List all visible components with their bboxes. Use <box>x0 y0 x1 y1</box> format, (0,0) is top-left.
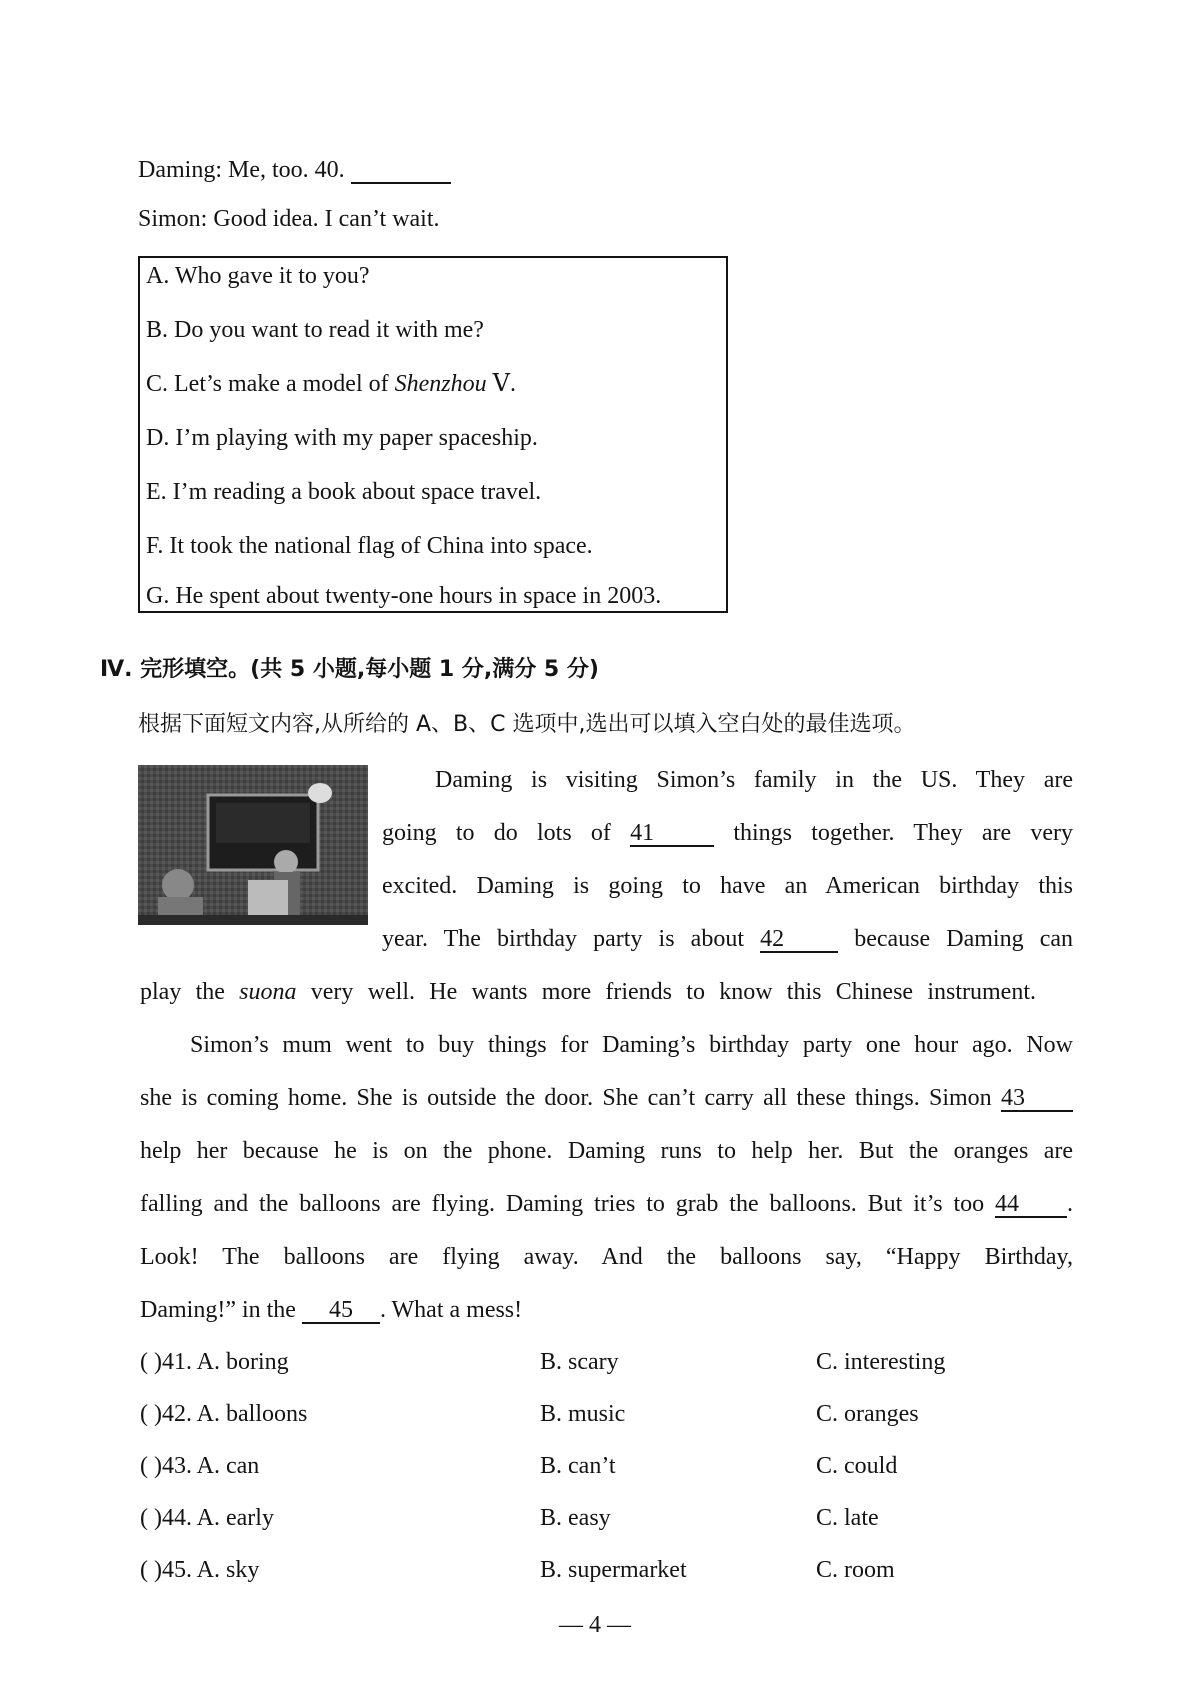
dialogue-text-daming: Me, too. 40. <box>228 157 345 183</box>
choice-b: B. scary <box>540 1349 619 1375</box>
option-c-suffix: Ⅴ. <box>486 371 516 397</box>
choice-c: C. interesting <box>816 1349 946 1375</box>
option-b: B. Do you want to read it with me? <box>146 317 484 343</box>
option-g: G. He spent about twenty-one hours in space in 2003. <box>146 583 662 609</box>
option-e: E. I’m reading a book about space travel. <box>146 479 542 505</box>
section-heading: Ⅳ. 完形填空。(共 5 小题,每小题 1 分,满分 5 分) <box>100 657 599 682</box>
option-c-italic: Shenzhou <box>394 371 487 397</box>
question-stem: ( )44. A. early <box>140 1505 274 1531</box>
passage-text: she is coming home. She is outside the door. She can’t carry all these things. Simon <box>140 1085 992 1111</box>
passage-line-4 <box>382 924 1073 954</box>
question-stem: ( )42. A. balloons <box>140 1401 308 1427</box>
passage-text: Daming!” in the <box>140 1297 296 1323</box>
passage-line-8: help her because he is on the phone. Daming runs to help her. But the oranges are <box>140 1138 1073 1164</box>
passage-text: . What a mess! <box>379 1297 523 1323</box>
passage-text: because Daming can <box>854 926 1074 952</box>
dialogue-text-simon: Good idea. I can’t wait. <box>213 206 440 232</box>
question-stem: ( )45. A. sky <box>140 1557 260 1583</box>
choice-b: B. music <box>540 1401 626 1427</box>
option-c <box>146 369 516 399</box>
passage-text: play the <box>140 979 225 1005</box>
choice-b: B. easy <box>540 1505 611 1531</box>
choice-c: C. could <box>816 1453 898 1479</box>
story-illustration <box>138 765 368 925</box>
passage-text: falling and the balloons are flying. Daming tries to grab the balloons. But it’s too <box>140 1191 985 1217</box>
option-f: F. It took the national flag of China into space. <box>146 533 593 559</box>
choice-c: C. room <box>816 1557 895 1583</box>
blank-44[interactable]: 44 <box>995 1192 1067 1218</box>
blank-43[interactable]: 43 <box>1001 1086 1073 1112</box>
blank-41[interactable]: 41 <box>630 821 714 847</box>
blank-45[interactable]: 45 <box>302 1298 380 1324</box>
question-stem: ( )43. A. can <box>140 1453 260 1479</box>
passage-line-9 <box>140 1189 1073 1219</box>
option-a: A. Who gave it to you? <box>146 263 370 289</box>
passage-line-3: excited. Daming is going to have an American birthday this <box>382 873 1073 899</box>
passage-line-5 <box>140 977 1036 1007</box>
options-box <box>138 256 728 613</box>
passage-line-2 <box>382 818 1073 848</box>
choice-c: C. late <box>816 1505 879 1531</box>
speaker-simon: Simon: <box>138 206 208 232</box>
passage-line-7 <box>140 1083 1073 1113</box>
section-instruction: 根据下面短文内容,从所给的 A、B、C 选项中,选出可以填入空白处的最佳选项。 <box>138 712 916 737</box>
passage-text: year. The birthday party is about <box>382 926 744 952</box>
choice-c: C. oranges <box>816 1401 919 1427</box>
passage-line-10: Look! The balloons are flying away. And the balloons say, “Happy Birthday, <box>140 1244 1073 1270</box>
question-stem: ( )41. A. boring <box>140 1349 289 1375</box>
answer-blank-40[interactable] <box>351 158 451 184</box>
passage-italic: suona <box>239 979 297 1005</box>
choice-b: B. supermarket <box>540 1557 687 1583</box>
dialogue-line-daming <box>138 155 451 185</box>
passage-line-11 <box>140 1295 522 1325</box>
speaker-daming: Daming: <box>138 157 222 183</box>
passage-text: going to do lots of <box>382 820 611 846</box>
passage-text: . <box>1067 1191 1073 1217</box>
option-c-text: C. Let’s make a model of <box>146 371 389 397</box>
passage-line-6: Simon’s mum went to buy things for Daming’s birthday party one hour ago. Now <box>190 1032 1073 1058</box>
passage-text: things together. They are very <box>733 820 1073 846</box>
dialogue-line-simon <box>138 204 440 234</box>
passage-line-1: Daming is visiting Simon’s family in the US. They are <box>435 767 1073 793</box>
choice-b: B. can’t <box>540 1453 616 1479</box>
option-d: D. I’m playing with my paper spaceship. <box>146 425 538 451</box>
passage-text: very well. He wants more friends to know this Chinese instrument. <box>310 979 1036 1005</box>
blank-42[interactable]: 42 <box>760 927 838 953</box>
page-number: — 4 — <box>559 1612 631 1638</box>
